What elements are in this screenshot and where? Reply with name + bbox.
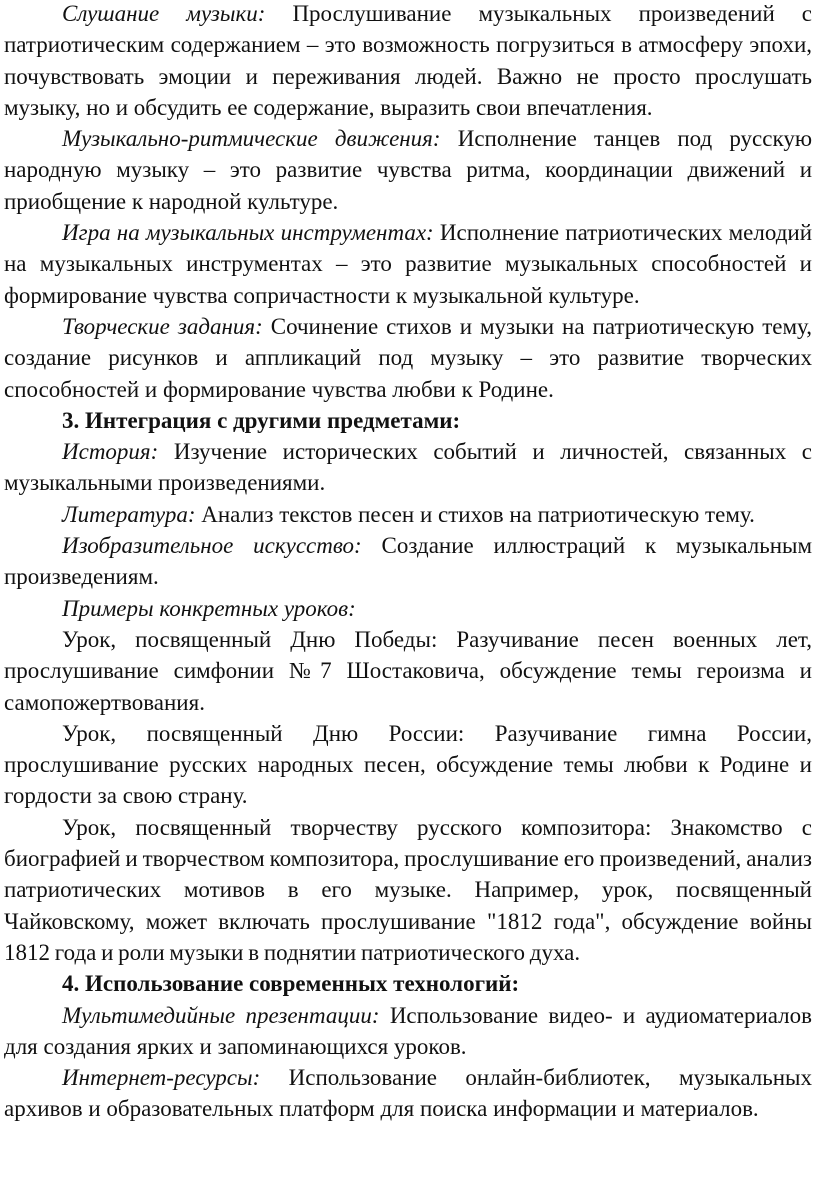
paragraph-multimedia [4,1000,812,1063]
paragraph-rhythmic-movements [4,123,812,217]
paragraph-listening [4,0,812,123]
multimedia-label: Мультимедийные презентации: [62,1002,380,1028]
paragraph-lesson-composer: Урок, посвященный творчеству русского композитора: Знакомство с биографией и творчеством композитора, прослушивание его произведений, анализ патриотических мотивов в его музыке. Например, урок, посвященный Чайковскому, может включать прослушивание "1812 года", обсуждение войны 1812 года и роли музыки в поднятии патриотического духа. [4,814,812,965]
fine-arts-text: Создание иллюстраций к музыкальным произведениям. [4,533,813,590]
history-label: История: [62,439,159,465]
paragraph-internet-resources [4,1062,812,1125]
literature-label: Литература: [62,501,196,527]
paragraph-instruments [4,217,812,311]
instruments-label: Игра на музыкальных инструментах: [62,220,434,246]
literature-text: Анализ текстов песен и стихов на патриотическую тему. [201,501,755,527]
fine-arts-label: Изобразительное искусство: [62,533,362,559]
section-heading-integration: 3. Интеграция с другими предметами: [62,407,461,433]
rhythmic-movements-label: Музыкально-ритмические движения: [62,126,441,152]
paragraph-lesson-examples-label [4,593,812,624]
document-page [4,0,812,1125]
paragraph-creative-tasks [4,311,812,405]
internet-resources-label: Интернет-ресурсы: [62,1065,261,1091]
paragraph-lesson-russia-day: Урок, посвященный Дню России: Разучивание гимна России, прослушивание русских народных песен, обсуждение темы любви к Родине и гордости за свою страну. [4,720,812,809]
rhythmic-movements-text: Исполнение танцев под русскую народную музыку – это развитие чувства ритма, координации движений и приобщение к народной культуре. [4,126,813,214]
listening-label: Слушание музыки: [62,1,266,26]
paragraph-fine-arts [4,530,812,593]
paragraph-lesson-victory-day: Урок, посвященный Дню Победы: Разучивание песен военных лет, прослушивание симфонии №7 Шостаковича, обсуждение темы героизма и самопожертвования. [4,626,812,715]
listening-text: Прослушивание музыкальных произведений с патриотическим содержанием – это возможность погрузиться в атмосферу эпохи, почувствовать эмоции и переживания людей. Важно не просто прослушать музыку, но и обсудить ее содержание, выразить свои впечатления. [4,1,813,120]
creative-tasks-text: Сочинение стихов и музыки на патриотическую тему, создание рисунков и аппликаций под музыку – это развитие творческих способностей и формирование чувства любви к Родине. [4,313,813,402]
section-heading-technology: 4. Использование современных технологий: [62,971,520,997]
creative-tasks-label: Творческие задания: [62,313,263,339]
paragraph-history [4,436,812,499]
internet-resources-text: Использование онлайн-библиотек, музыкальных архивов и образовательных платформ для поиска информации и материалов. [4,1065,813,1122]
instruments-text: Исполнение патриотических мелодий на музыкальных инструментах – это развитие музыкальных способностей и формирование чувства сопричастности к музыкальной культуре. [4,220,813,308]
multimedia-text: Использование видео- и аудиоматериалов для создания ярких и запоминающихся уроков. [4,1002,813,1059]
history-text: Изучение исторических событий и личностей, связанных с музыкальными произведениями. [4,439,813,496]
paragraph-literature [4,499,812,530]
lesson-examples-label: Примеры конкретных уроков: [62,595,356,621]
